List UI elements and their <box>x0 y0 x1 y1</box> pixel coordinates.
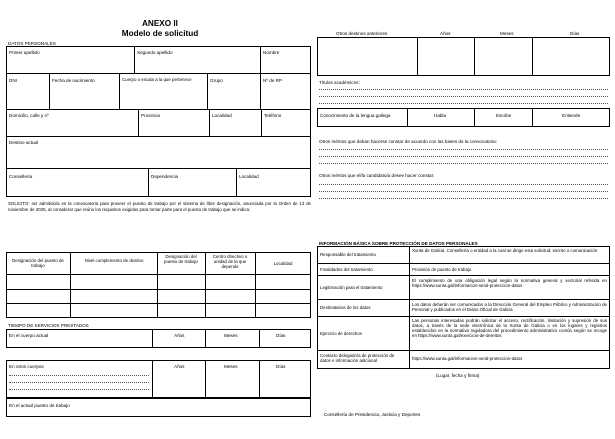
field-telefono[interactable]: Teléfono <box>264 113 282 118</box>
tiempo-row-actual <box>6 329 311 348</box>
lugar-fecha-firma: (Lugar, fecha y firma) <box>436 373 480 378</box>
puesto-col-nivel: Nivel complemento de destino <box>84 258 144 263</box>
conselleria-footer: Consellería de Presidencia, Justicia y Deportes <box>324 412 421 417</box>
field-segundo-apellido[interactable]: Segundo apellido <box>137 50 173 55</box>
lengua-escribe: Escribe <box>496 113 512 118</box>
tiempo-meses-1: Meses <box>224 333 238 338</box>
proteccion-value-3: Los datos deberán ser comunicados a la Dirección General del Empleo Público y Administración de Personal y publicados en el Diario Oficial de Galicia <box>412 302 607 313</box>
otros-destinos-dias: Días <box>570 31 580 36</box>
lengua-habla: Habla <box>434 113 447 118</box>
lengua-label: Conocimiento de la lengua gallega <box>320 113 391 118</box>
field-localidad-destino[interactable]: Localidad <box>239 174 259 179</box>
proteccion-label-0: Responsable del tratamiento <box>320 252 376 257</box>
puesto-col-designacion-2: Designación del puesto de trabajo <box>164 254 198 265</box>
field-cuerpo[interactable]: Cuerpo o escala a la que pertenece <box>122 77 192 82</box>
solicito-text: SOLICITO: ser admitido/a en la convocatoria para proveer el puesto de trabajo por el sistema de libre designación, anunciada por la Orden de 13 de noviembre de 2025, al considerar que reúno los requisitos exigidos para tomar parte para el puesto de trabajo que se indica: <box>8 201 311 212</box>
field-destino-actual[interactable]: Destino actual <box>9 140 39 145</box>
field-fecha-nacimiento[interactable]: Fecha de nacimiento <box>52 78 95 83</box>
field-dni[interactable]: DNI <box>9 78 17 83</box>
annex-label: ANEXO II <box>142 19 178 28</box>
tiempo-otros-cuerpos: En otros cuerpos <box>9 364 44 369</box>
tiempo-cuerpo-actual: En el cuerpo actual <box>9 333 49 338</box>
field-nrp[interactable]: Nº de RP <box>263 78 283 83</box>
field-nombre[interactable]: Nombre <box>263 50 280 55</box>
tiempo-anos-2: Años <box>174 364 185 369</box>
otros-destinos-meses: Meses <box>500 31 514 36</box>
otros-meritos-label: Otros méritos que deban hacerse constar de acuerdo con las bases de la convocatoria: <box>319 139 497 144</box>
otros-meritos-candidato-label: Otros méritos que el/la candidato/a desee hacer constar: <box>319 173 435 178</box>
proteccion-value-2: El cumplimiento de una obligación legal según la normativa general y sectorial referida en https://www.xunta.gal/informacion-xeral-proteccion-datos <box>412 278 607 289</box>
proteccion-value-0: Xunta de Galicia. Consellería o entidad a la cual se dirige esta solicitud, escrito o comunicación <box>412 248 598 253</box>
tiempo-actual-puesto: En el actual puesto de trabajo <box>9 403 70 408</box>
field-conselleria[interactable]: Consellería <box>9 174 33 179</box>
proteccion-label-5: Contacto delegado/a de protección de datos e información adicional <box>320 353 395 364</box>
puesto-col-centro: Centro directivo o unidad de la que depende <box>212 254 248 270</box>
tiempo-dias-2: Días <box>276 364 286 369</box>
tiempo-heading: TIEMPO DE SERVICIOS PRESTADOS <box>8 323 89 328</box>
lengua-entiende: Entiende <box>562 113 581 118</box>
tiempo-meses-2: Meses <box>224 364 238 369</box>
titulos-label: Títulos académicos: <box>319 80 360 85</box>
puesto-col-localidad: Localidad <box>273 261 293 266</box>
field-primer-apellido[interactable]: Primer apellido <box>9 50 40 55</box>
tiempo-row-otros <box>6 360 311 398</box>
otros-destinos-table <box>317 37 610 76</box>
proteccion-value-1: Provisión de puesto de trabajo <box>412 267 472 272</box>
field-grupo[interactable]: Grupo <box>210 78 223 83</box>
otros-destinos-label: Otros destinos anteriores <box>336 31 388 36</box>
proteccion-value-4: Las personas interesadas podrán solicitar el acceso, rectificación, limitación y supresión de sus datos, a través de la sede electrónica de la Xunta de Galicia o en los lugares y registros establecidos en la normativa reguladora del procedimiento administrativo común según se recoge en https://www.xunta.gal/exercicio-de-dereitos <box>412 318 607 339</box>
field-localidad[interactable]: Localidad <box>212 113 232 118</box>
field-dependencia[interactable]: Dependencia <box>151 174 179 179</box>
proteccion-heading: INFORMACIÓN BÁSICA SOBRE PROTECCIÓN DE DATOS PERSONALES <box>319 241 478 246</box>
proteccion-label-4: Ejercicio de derechos <box>320 331 362 336</box>
puesto-col-designacion: Designación del puesto de trabajo <box>12 258 64 269</box>
proteccion-label-3: Destinatarios de los datos <box>320 305 371 310</box>
page-title: Modelo de solicitud <box>121 29 199 38</box>
otros-destinos-anos: Años <box>440 31 451 36</box>
tiempo-anos-1: Años <box>174 333 185 338</box>
field-domicilio[interactable]: Domicilio, calle y nº <box>9 113 49 118</box>
proteccion-label-1: Finalidades del tratamiento <box>320 267 373 272</box>
proteccion-label-2: Legitimación para el tratamiento <box>320 285 383 290</box>
field-provincia[interactable]: Provincia <box>141 113 160 118</box>
proteccion-value-5: https://www.xunta.gal/informacion-xeral-proteccion-datos <box>412 356 523 361</box>
personal-data-heading: DATOS PERSONALES <box>8 41 56 46</box>
tiempo-dias-1: Días <box>276 333 286 338</box>
